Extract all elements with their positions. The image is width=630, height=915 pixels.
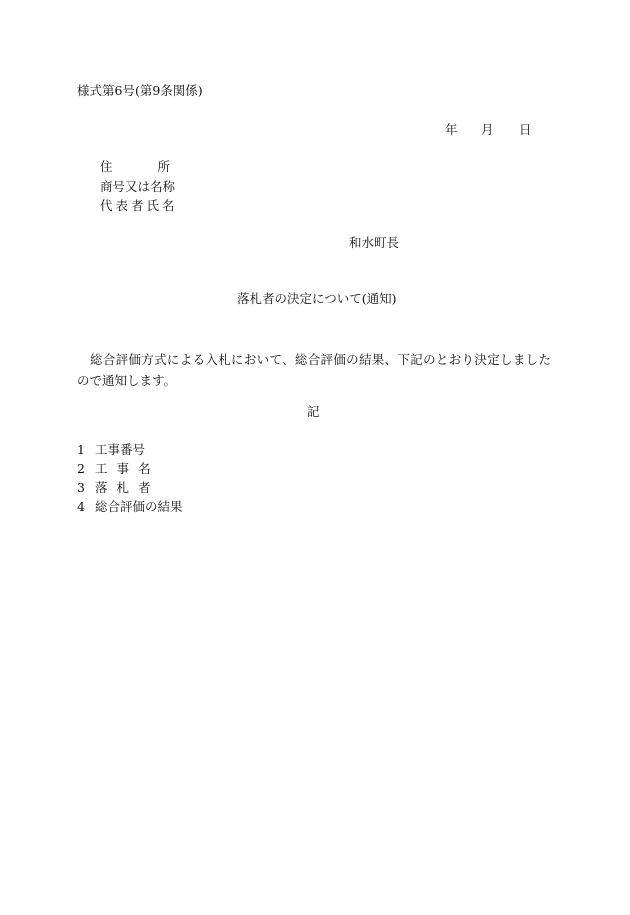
recipient-company-label: 商号又は名称 <box>100 179 176 194</box>
list-item <box>77 501 183 514</box>
recipient-representative-label: 代表者氏名 <box>100 198 178 213</box>
date-month-label: 月 <box>481 122 494 137</box>
item-label: 落札者 <box>95 480 160 495</box>
item-number: 4 <box>77 499 85 514</box>
item-number: 3 <box>77 480 85 495</box>
sender-name: 和水町長 <box>349 235 400 250</box>
list-item <box>77 444 145 457</box>
ki-heading: 記 <box>307 404 320 419</box>
form-number: 様式第6号(第9条関係) <box>77 83 203 98</box>
document-title: 落札者の決定について(通知) <box>237 291 397 306</box>
item-label: 工事番号 <box>95 442 146 457</box>
item-label: 工事名 <box>95 461 160 476</box>
date-day-label: 日 <box>519 122 532 137</box>
recipient-representative-row <box>100 200 178 213</box>
item-number: 1 <box>77 442 85 457</box>
recipient-address-row <box>100 161 215 174</box>
recipient-company-row <box>100 181 175 194</box>
item-label: 総合評価の結果 <box>95 499 183 514</box>
date-line <box>445 124 532 137</box>
body-paragraph: 総合評価方式による入札において、総合評価の結果、下記のとおり決定しましたので通知します。 <box>77 352 551 388</box>
list-item <box>77 463 160 476</box>
list-item <box>77 482 160 495</box>
item-number: 2 <box>77 461 85 476</box>
recipient-address-label: 住所 <box>100 159 216 174</box>
date-year-label: 年 <box>445 122 458 137</box>
